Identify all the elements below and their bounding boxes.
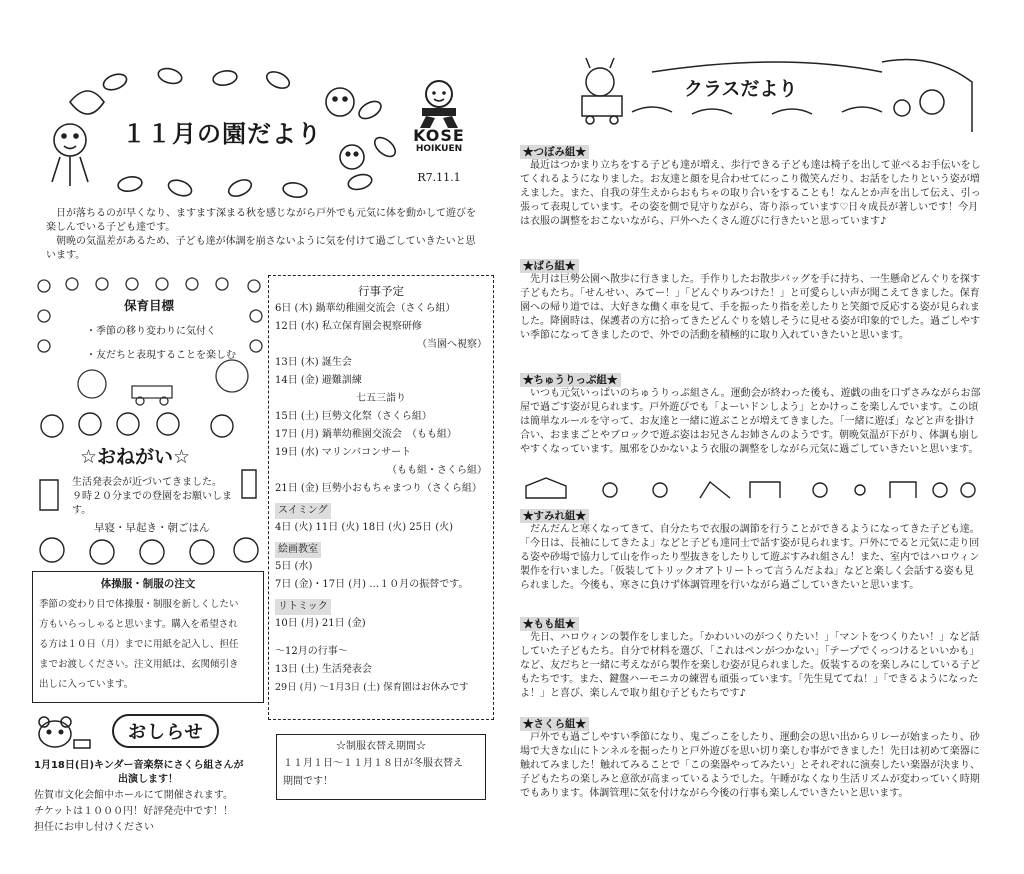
koromo-line: 期間です！ — [283, 776, 333, 787]
bear-mascot-icon — [34, 714, 94, 750]
class-section — [520, 140, 982, 254]
uniform-line: 方もいらっしゃると思います。購入を希望され — [39, 619, 238, 630]
goal-item: ・友だちと表現することを楽しむ — [86, 350, 236, 361]
onegai-line: 生活発表会が近づいてきました。 — [72, 477, 222, 488]
intro-paragraph: 朝晩の気温差があるため、子ども達が体調を崩さないように気を付けて過ごしていきたいと思います。 — [46, 236, 476, 261]
event-item: （当園へ視察） — [417, 339, 487, 350]
class-section — [520, 504, 982, 612]
onegai-motto: 早寝・早起き・朝ごはん — [94, 522, 210, 534]
header-left — [30, 62, 405, 202]
art-heading: 絵画教室 — [275, 542, 321, 558]
class-text: 先日、ハロウィンの製作をしました。「かわいいのがつくりたい！」「マントをつくりたい！」など話していた子どもたち。自分で材料を選び、「これはペンがつかない」「テープでくっつけるといいかも」など、友だちと一緒に考えながら製作を楽しむ姿が見られました。仮装するのを楽しみにしている子どもたちです。また、鍵盤ハーモニカの練習も頑張っています。「先生見ててね！」「できるようになったよ！」と喜び、楽しんで取り組む子どもたちです♪ — [520, 632, 980, 699]
class-text: 戸外でも過ごしやすい季節になり、鬼ごっこをしたり、運動会の思い出からリレーが始まったり、砂場で大きな山にトンネルを掘ったりと戸外遊びを思い切り楽しむ事ができました！先日は初めて楽器に触れてみました！触れてみることで「この楽器やってみたい」とそれぞれに演奏したい楽器が決まり、子どもたちの楽しみと意欲が高まっているようでした。午睡がなくなり生活リズムが変わっていく時期でもあります。体調管理に気を付けながら今後の行事も楽しんでいきたいと思います。 — [520, 732, 980, 799]
uniform-box — [32, 571, 264, 703]
oshirase-headline: 出演します！ — [118, 774, 178, 785]
rhythm-heading: リトミック — [275, 599, 331, 615]
kose-logo — [408, 78, 470, 188]
uniform-title: 体操服・制服の注文 — [100, 578, 196, 590]
uniform-line: る方は１０日（月）までに用紙を記入し、担任 — [39, 639, 239, 650]
events-title: 行事予定 — [358, 284, 404, 298]
class-text: 最近はつかまり立ちをする子ども達が増え、歩行できる子ども達は椅子を出して並べるお手伝いをしてくれるようになりました。お友達と顔を見合わせてにっこり微笑んだり、お話をしたりという姿が増えました。また、自我の芽生えからおもちゃの取り合いをすることも！なんとか声を出して伝え、引っ張って表現しています。その姿を側で見守りながら、寄り添っています♡日々成長が著しいです！今月は衣服の調整をおこないながら、戸外へたくさん遊びに行きたいと思っています♪ — [520, 160, 981, 227]
art-date: 5日 (水) — [275, 561, 313, 572]
oshirase-line: 佐賀市文化会館中ホールにて開催されます。 — [34, 790, 233, 801]
playground-divider-icon — [520, 476, 982, 502]
event-item: 13日 (木) 誕生会 — [275, 357, 352, 368]
koromo-box — [276, 734, 486, 800]
event-item: 6日 (木) 鍋華幼稚園交流会（さくら組） — [275, 303, 456, 314]
class-section — [520, 254, 982, 368]
event-list — [275, 300, 487, 498]
onegai-title: ☆おねがい☆ — [80, 446, 191, 468]
december-event: 13日 (土) 生活発表会 — [275, 664, 372, 675]
december-heading: ～12月の行事～ — [275, 646, 348, 657]
onegai-line: ９時２０分までの登園をお願いします。 — [72, 491, 232, 516]
oshirase-section — [32, 712, 272, 842]
class-label: ★つぼみ組★ — [520, 145, 589, 159]
events-box — [268, 275, 494, 720]
oshirase-title: おしらせ — [112, 714, 219, 748]
onegai-box — [32, 410, 268, 570]
goals-title: 保育目標 — [124, 298, 175, 313]
event-item: 14日 (金) 避難訓練 — [275, 375, 362, 386]
class-label: ★すみれ組★ — [520, 509, 589, 523]
event-item: 19日 (水) マリンバコンサート — [275, 447, 412, 458]
class-section — [520, 712, 982, 822]
onegai-text — [72, 476, 242, 518]
page-title: １１月の園だより — [122, 120, 322, 148]
rhythm-dates: 10日 (月) 21日 (金) — [275, 618, 366, 629]
intro-paragraph: 日が落ちるのが早くなり、ますます深まる秋を感じながら戸外でも元気に体を動かして遊びを楽しんでいる子ども達です。 — [46, 208, 476, 233]
class-label: ★ちゅうりっぷ組★ — [520, 373, 621, 387]
uniform-line: までお渡しください。注文用紙は、玄関傾引き — [39, 659, 239, 670]
oshirase-line: 担任にお申し付けください — [34, 822, 154, 833]
december-event: 29日 (月) ～1月3日 (土) 保育園はお休みです — [275, 682, 469, 693]
class-section — [520, 612, 982, 712]
class-text: 先月は巨勢公園へ散歩に行きました。手作りしたお散歩バッグを手に持ち、一生懸命どんぐりを探す子どもたち。「せんせい、みてー！」「どんぐりみつけた！」と可愛らしい声が聞こえてきました。保育園への帰り道では、大好きな働く車を見て、手を振ったり指を差したりと笑顔で反応する姿が見られました。降園時は、保護者の方に拾ってきたどんぐりを嬉しそうに見せる姿が印象的でした。過ごしやすい季節になってきましたので、外での活動を積極的に取り入れていきたいと思います。 — [520, 274, 980, 341]
swim-heading: スイミング — [275, 503, 331, 519]
class-label: ★ばら組★ — [520, 259, 579, 273]
class-title: クラスだより — [684, 78, 798, 100]
goals-box — [32, 276, 268, 406]
intro-section — [46, 207, 476, 263]
event-item: 七五三詣り — [356, 393, 406, 404]
oshirase-body — [34, 788, 274, 836]
oshirase-line: チケットは１０００円！好評発売中です！！ — [34, 806, 234, 817]
swim-dates: 4日 (火) 11日 (火) 18日 (火) 25日 (火) — [275, 522, 453, 533]
header-right — [572, 52, 982, 132]
issue-date: R7.11.1 — [417, 171, 461, 184]
goal-item: ・季節の移り変わりに気付く — [86, 326, 216, 337]
event-item: 21日 (金) 巨勢小おもちゃまつり（さくら組） — [275, 483, 482, 494]
koromo-title: ☆制服衣替え期間☆ — [336, 741, 426, 752]
class-label: ★もも組★ — [520, 617, 579, 631]
class-text: だんだんと寒くなってきて、自分たちで衣服の調節を行うことができるようになってきた子ども達。「今日は、長袖にしてきたよ」などと子ども達同士で話す姿が見られます。戸外にでると元気に走り回る姿や砂場で協力して山を作ったり型抜きをしたりして遊ぶすみれ組さん！また、室内ではハロウィン製作を行いました。「仮装してトリックオアトリートって言うんだよね」などと楽しく会話する姿も見られました。今後も、寒さに負けず体調管理を行いながら過ごしていきたいと思います。 — [520, 524, 980, 591]
event-item: 17日 (月) 鍋華幼稚園交流会 （もも組） — [275, 429, 457, 440]
class-section — [520, 368, 982, 476]
logo-text: KOSE — [413, 126, 465, 145]
oshirase-headline: 1月18日(日)キンダー音楽祭にさくら組さんが — [34, 760, 244, 771]
art-date: 7日 (金)・17日 (月) …１０月の振替です。 — [275, 579, 469, 590]
class-label: ★さくら組★ — [520, 717, 589, 731]
class-text: いつも元気いっぱいのちゅうりっぷ組さん。運動会が終わった後も、遊戯の曲を口ずさみながらお部屋で過ごす姿が見られます。戸外遊びでも「よーいドンしよう」とかけっこを楽しんでいます。この頃は簡単なルールを守って、お友達と一緒に遊ぶことが増えてきました。「一緒に遊ぼ」などと声を掛け合い、おままごとやブロックで遊ぶ姿はお兄さんお姉さんのようです。朝晩気温が下がり、体調も崩しやすくなっています。風邪をひかないよう衣服の調整をしながら元気に過ごしていきたいと思います。 — [520, 388, 981, 455]
uniform-line: 季節の変わり目で体操服・制服を新しくしたい — [39, 599, 239, 610]
koromo-line: １１月１日～１１月１８日が冬服衣替え — [283, 758, 463, 769]
classes-column — [520, 140, 982, 822]
uniform-line: 出しに入っています。 — [39, 679, 134, 690]
kose-mascot-icon — [408, 78, 470, 128]
event-item: 12日 (水) 私立保育園会視察研修 — [275, 321, 422, 332]
event-item: 15日 (土) 巨勢文化祭（さくら組） — [275, 411, 432, 422]
logo-subtext: HOIKUEN — [415, 144, 463, 154]
event-item: （もも組・さくら組） — [387, 465, 487, 476]
